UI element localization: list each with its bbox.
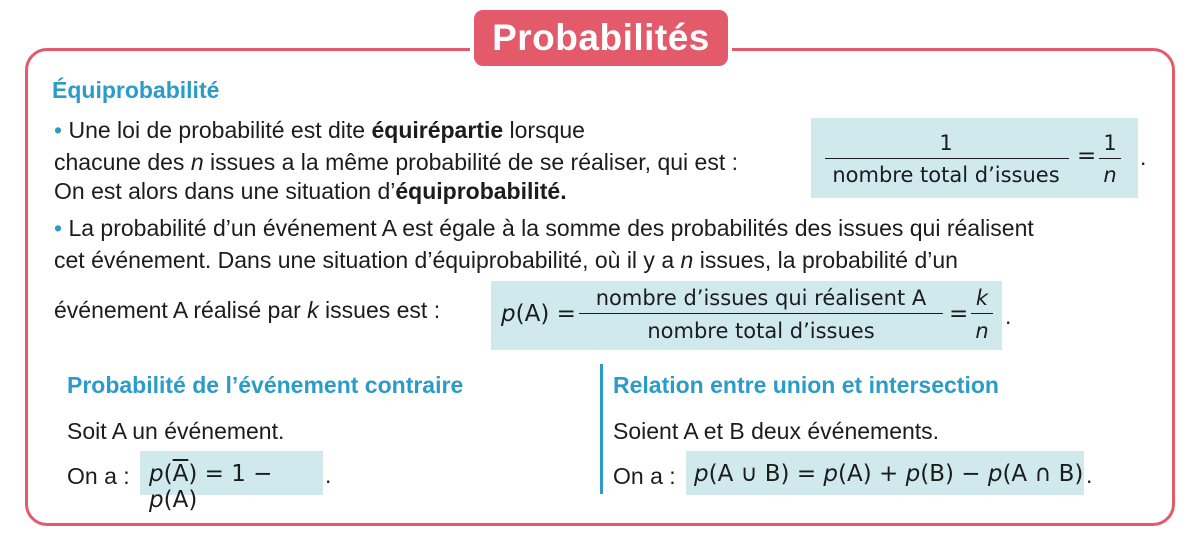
fraction-denominator-2: n: [1103, 163, 1117, 187]
text: ) = 1 −: [188, 461, 273, 487]
paragraph-2-line-3: [54, 294, 440, 326]
text: issues est :: [318, 297, 441, 323]
page-title: Probabilités: [474, 10, 728, 66]
text: lorsque: [503, 117, 585, 143]
text: issues, la probabilité d’un: [693, 247, 958, 273]
formula-union: [686, 451, 1084, 495]
contraire-intro: Soit A un événement.: [67, 418, 285, 444]
bullet-icon: •: [54, 117, 63, 143]
period: .: [1086, 462, 1093, 488]
paragraph-2-line-1: [54, 212, 1034, 244]
fraction-numerator: nombre d’issues qui réalisent A: [595, 286, 927, 310]
p-symbol: p: [149, 487, 164, 513]
text: chacune des: [54, 149, 191, 175]
fraction-denominator: nombre total d’issues: [647, 319, 875, 343]
period: .: [1005, 303, 1012, 329]
formula-text: [149, 461, 323, 513]
fraction-bar-2: [971, 313, 993, 314]
bold-term: équirépartie: [371, 117, 504, 143]
fraction-bar: [825, 158, 1069, 159]
text: (A ∪ B) =: [708, 461, 824, 487]
text: issues a la même probabilité de se réaliser, qui est :: [203, 149, 739, 175]
formula-probability-event: [491, 281, 1002, 350]
heading-equiprobabilite: Équiprobabilité: [52, 77, 220, 103]
column-divider: [600, 364, 603, 494]
contraire-on-a: On a :: [67, 463, 130, 489]
paragraph-2-line-2: [54, 244, 958, 276]
p-symbol: p: [501, 301, 516, 327]
p-symbol: p: [694, 461, 709, 487]
p-symbol: p: [823, 461, 839, 487]
a-bar: $\overline{A}$: [172, 461, 189, 487]
text: On est alors dans une situation d’: [54, 178, 396, 204]
period: .: [325, 462, 332, 488]
text: cet événement. Dans une situation d’équiprobabilité, où il y a: [54, 247, 681, 273]
fraction-denominator-2: n: [975, 319, 989, 343]
bullet-icon: •: [54, 215, 63, 241]
fraction-bar-2: [1099, 158, 1121, 159]
p-symbol: p: [149, 461, 164, 487]
paragraph-1-line-1: [54, 114, 585, 146]
formula-complement: [140, 451, 323, 513]
equals-sign: =: [949, 301, 969, 327]
formula-lhs: [501, 301, 576, 327]
text: (B) −: [920, 461, 988, 487]
fraction-numerator: 1: [939, 131, 953, 155]
text: Une loi de probabilité est dite: [68, 117, 372, 143]
fraction-numerator-2: k: [975, 286, 989, 310]
fraction-bar: [579, 313, 943, 314]
text: (A) +: [838, 461, 906, 487]
bold-term: équiprobabilité.: [395, 178, 567, 204]
heading-evenement-contraire: Probabilité de l’événement contraire: [67, 372, 464, 398]
paren: (: [163, 461, 173, 487]
text: (A) =: [515, 301, 576, 327]
text: (A): [163, 487, 198, 513]
formula-text: [694, 461, 1083, 487]
equals-sign: =: [1077, 143, 1097, 169]
variable-n: n: [680, 247, 694, 273]
p-symbol: p: [905, 461, 921, 487]
paragraph-1-line-2: [54, 146, 738, 178]
text: événement A réalisé par: [54, 297, 308, 323]
text: La probabilité d’un événement A est égale à la somme des probabilités des issues qui réalisent: [68, 215, 1034, 241]
fraction-denominator: nombre total d’issues: [832, 163, 1060, 187]
variable-k: k: [307, 297, 319, 323]
formula-equiprobability: [811, 118, 1138, 198]
variable-n: n: [190, 149, 204, 175]
heading-union-intersection: Relation entre union et intersection: [613, 372, 999, 398]
paragraph-1-line-3: [54, 175, 567, 207]
text: (A ∩ B): [1002, 461, 1084, 487]
period: .: [1140, 144, 1147, 170]
union-intro: Soient A et B deux événements.: [613, 418, 940, 444]
fraction-numerator-2: 1: [1103, 131, 1117, 155]
union-on-a: On a :: [613, 463, 676, 489]
p-symbol: p: [987, 461, 1003, 487]
